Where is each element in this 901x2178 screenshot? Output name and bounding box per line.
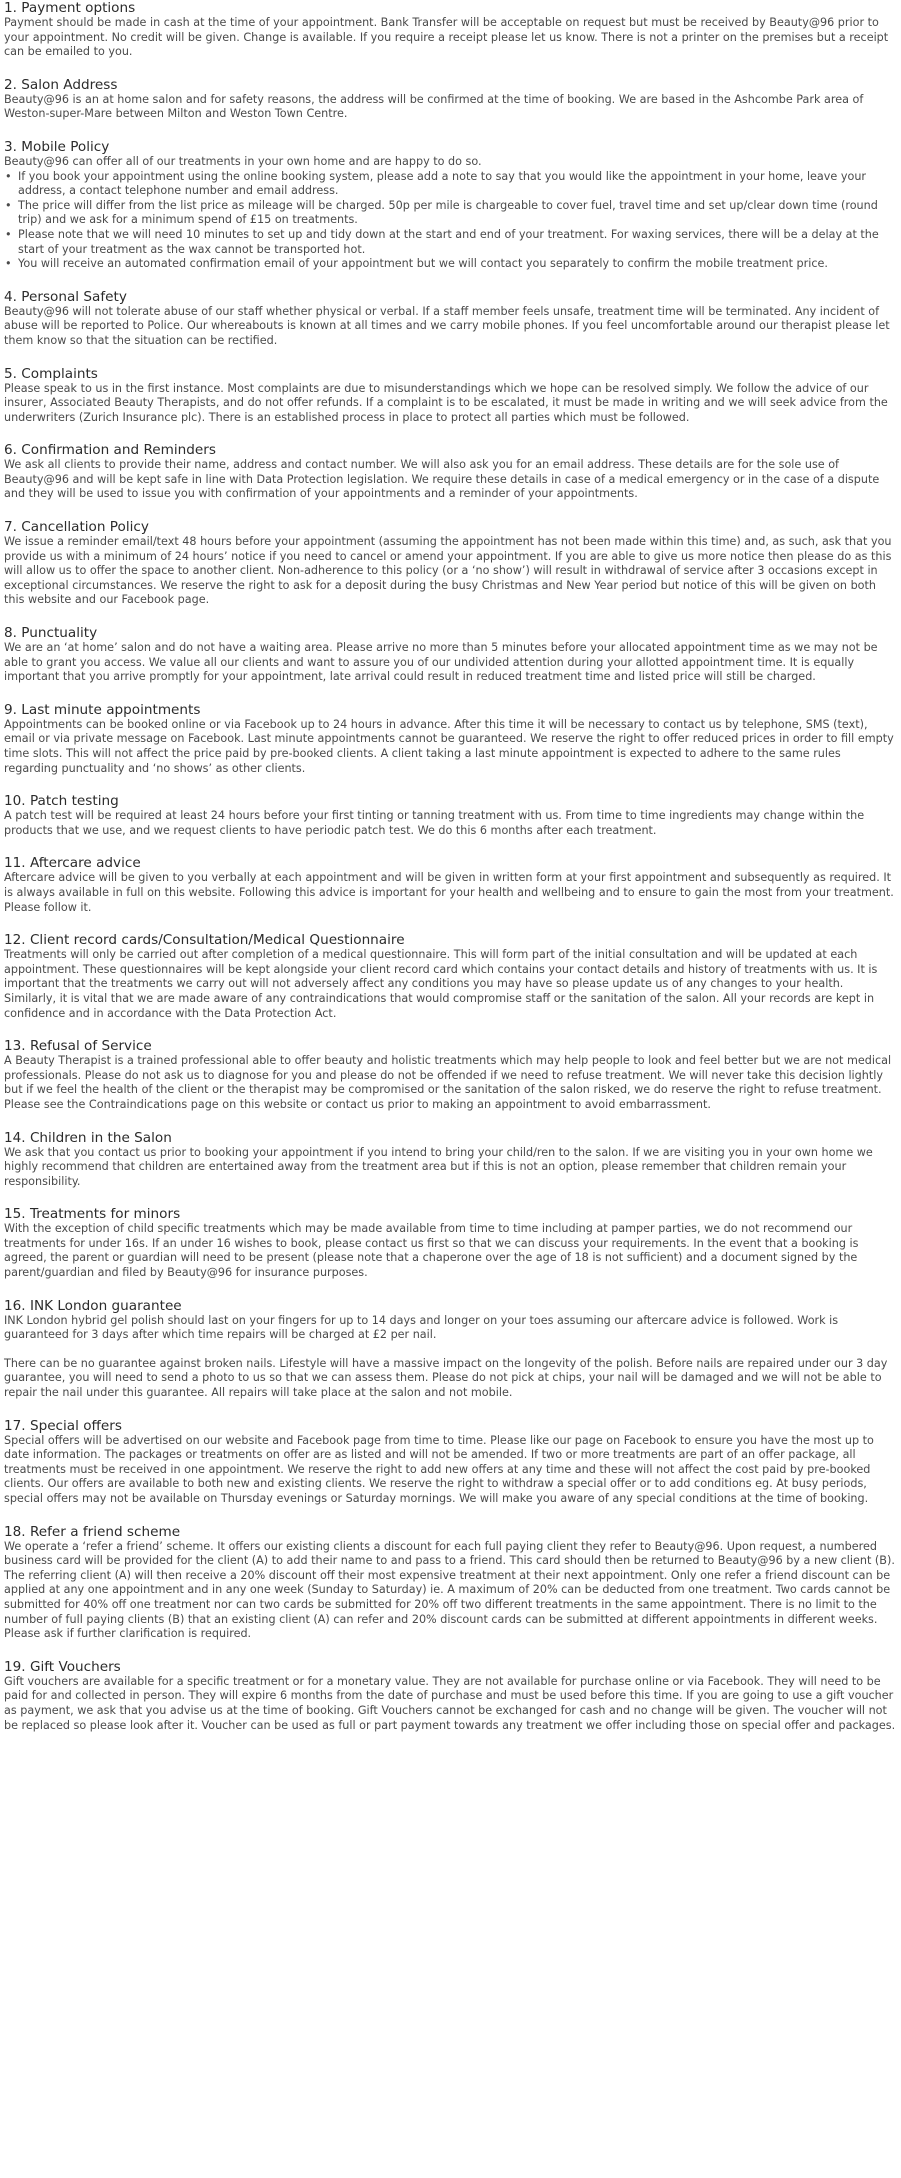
section-paragraph: A patch test will be required at least 24 hours before your first tinting or tanning treatment with us. From time to time ingredients may change within the products that we use, and we request clients to have periodic patch test. We do this 6 months after each treatment.: [4, 809, 865, 837]
section-paragraph: Treatments will only be carried out after completion of a medical questionnaire. This will form part of the initial consultation and will be updated at each appointment. These questionnaires will be kept alongside your client record card which contains your contact details and history of treatments with us. It is important that the treatments we carry out will not adversely affect any conditions you may have so please update us of any changes to your health. Similarly, it is vital that we are made aware of any contraindications that would compromise staff or the sanitation of the salon. All your records are kept in confidence and in accordance with the Data Protection Act.: [4, 948, 878, 1020]
section-heading: 15. Treatments for minors: [4, 1206, 181, 1223]
policy-section: [4, 932, 897, 1021]
section-heading: 2. Salon Address: [4, 76, 118, 93]
section-heading: 6. Confirmation and Reminders: [4, 442, 216, 459]
section-paragraph: Please speak to us in the first instance. Most complaints are due to misunderstandings which we hope can be resolved simply. We follow the advice of our insurer, Associated Beauty Therapists, and do not offer refunds. If a complaint is to be escalated, it must be made in writing and we will seek advice from the underwriters (Zurich Insurance plc). There is an established process in place to protect all parties which must be followed.: [4, 381, 888, 424]
section-paragraph: Special offers will be advertised on our website and Facebook page from time to time. Please like our page on Facebook to ensure you have the most up to date information. The packages or treatments on offer are as listed and will not be amended. If two or more treatments are part of an offer package, all treatments must be received in one appointment. We reserve the right to add new offers at any time and these will not affect the cost paid by pre-booked clients. Our offers are available to both new and existing clients. We reserve the right to withdraw a special offer or to add conditions eg. At busy periods, special offers may not be available on Thursday evenings or Saturday mornings. We will make you aware of any special conditions at the time of booking.: [4, 1433, 874, 1505]
section-heading: 4. Personal Safety: [4, 288, 127, 305]
section-heading: 5. Complaints: [4, 365, 98, 382]
policy-section: [4, 519, 897, 608]
section-paragraph: INK London hybrid gel polish should last on your fingers for up to 14 days and longer on your toes assuming our aftercare advice is followed. Work is guaranteed for 3 days after which time repairs will be charged at £2 per nail.: [4, 1313, 839, 1342]
section-heading: 3. Mobile Policy: [4, 138, 110, 155]
section-paragraph: Payment should be made in cash at the time of your appointment. Bank Transfer will be acceptable on request but must be received by Beauty@96 prior to your appointment. No credit will be given. Change is available. If you require a receipt please let us know. There is not a printer on the premises but a receipt can be emailed to you.: [4, 16, 889, 59]
section-heading: 17. Special offers: [4, 1417, 122, 1434]
section-paragraph: Beauty@96 can offer all of our treatments in your own home and are happy to do so.: [4, 154, 482, 168]
section-paragraph: Aftercare advice will be given to you verbally at each appointment and will be given in written form at your first appointment and subsequently as required. It is always available in full on this website. Following this advice is important for your health and wellbeing and to ensure to gain the most from your treatment. Please follow it.: [4, 871, 894, 914]
section-heading: 7. Cancellation Policy: [4, 519, 149, 536]
section-heading: 1. Payment options: [4, 0, 136, 16]
policy-section: [4, 1659, 897, 1733]
section-paragraph: Appointments can be booked online or via Facebook up to 24 hours in advance. After this time it will be necessary to contact us by telephone, SMS (text), email or via private message on Facebook. Last minute appointments cannot be guaranteed. We reserve the right to offer reduced prices in order to fill empty time slots. This will not affect the price paid by pre-booked clients. A client taking a last minute appointment is expected to adhere to the same rules regarding punctuality and ‘no shows’ as other clients.: [4, 717, 894, 775]
section-heading: 18. Refer a friend scheme: [4, 1523, 181, 1540]
policy-section: [4, 1524, 897, 1642]
section-heading: 8. Punctuality: [4, 625, 98, 642]
section-heading: 14. Children in the Salon: [4, 1129, 172, 1146]
bullet-item: • You will receive an automated confirmation email of your appointment but we will contact you separately to confirm the mobile treatment price.: [18, 257, 897, 272]
section-paragraph: Beauty@96 is an at home salon and for safety reasons, the address will be confirmed at the time of booking. We are based in the Ashcombe Park area of Weston-super-Mare between Milton and Weston Town Centre.: [4, 92, 864, 121]
section-paragraph: We ask that you contact us prior to booking your appointment if you intend to bring your child/ren to the salon. If we are visiting you in your own home we highly recommend that children are entertained away from the treatment area but if this is not an option, please remember that children remain your responsibility.: [4, 1145, 873, 1188]
bullet-list: [4, 170, 897, 272]
policy-section: [4, 1298, 897, 1401]
section-heading: 19. Gift Vouchers: [4, 1658, 121, 1675]
section-paragraph: Beauty@96 will not tolerate abuse of our staff whether physical or verbal. If a staff member feels unsafe, treatment time will be terminated. Any incident of abuse will be reported to Police. Our whereabouts is known at all times and we carry mobile phones. If you feel uncomfortable around our therapist please let them know so that the situation can be rectified.: [4, 304, 890, 347]
policy-section: [4, 139, 897, 272]
section-heading: 9. Last minute appointments: [4, 701, 201, 718]
section-paragraph: We are an ‘at home’ salon and do not have a waiting area. Please arrive no more than 5 minutes before your allocated appointment time as we may not be able to grant you access. We value all our clients and want to assure you of our undivided attention during your allotted appointment time. It is equally important that you arrive promptly for your appointment, late arrival could result in reduced treatment time and listed price will still be charged.: [4, 641, 878, 684]
section-heading: 11. Aftercare advice: [4, 855, 141, 872]
section-paragraph: We ask all clients to provide their name, address and contact number. We will also ask you for an email address. These details are for the sole use of Beauty@96 and will be kept safe in line with Data Protection legislation. We require these details in case of a medical emergency or in the case of a dispute and they will be used to issue you with confirmation of your appointments and a reminder of your appointments.: [4, 458, 880, 501]
policy-section: [4, 0, 897, 60]
bullet-item: • If you book your appointment using the online booking system, please add a note to say that you would like the appointment in your home, leave your address, a contact telephone number and email address.: [18, 170, 897, 199]
section-paragraph: We issue a reminder email/text 48 hours before your appointment (assuming the appointment has not been made within this time) and, as such, ask that you provide us with a minimum of 24 hours’ notice if you need to cancel or amend your appointment. If you are able to give us more notice then please do as this will allow us to offer the space to another client. Non-adherence to this policy (or a ‘no show’) will result in withdrawal of service after 3 occasions except in exceptional circumstances. We reserve the right to ask for a deposit during the busy Christmas and New Year period but notice of this will be given on both this website and our Facebook page.: [4, 535, 892, 607]
policy-section: [4, 442, 897, 502]
policy-section: [4, 1038, 897, 1112]
section-paragraph: There can be no guarantee against broken nails. Lifestyle will have a massive impact on the longevity of the polish. Before nails are repaired under our 3 day guarantee, you will need to send a photo to us so that we can assess them. Please do not pick at chips, your nail will be damaged and we will not be able to repair the nail under this guarantee. All repairs will take place at the salon and not mobile.: [4, 1356, 888, 1400]
section-heading: 13. Refusal of Service: [4, 1038, 152, 1055]
policy-section: [4, 1206, 897, 1280]
section-paragraph: With the exception of child specific treatments which may be made available from time to time including at pamper parties, we do not recommend our treatments for under 16s. If an under 16 wishes to book, please contact us first so that we can discuss your requirements. In the event that a booking is agreed, the parent or guardian will need to be present (please note that a chaperone over the age of 18 is not sufficient) and a document signed by the parent/guardian and filed by Beauty@96 for insurance purposes.: [4, 1222, 859, 1280]
policy-section: [4, 1130, 897, 1190]
policy-section: [4, 793, 897, 838]
section-heading: 16. INK London guarantee: [4, 1297, 182, 1314]
policy-section: [4, 366, 897, 426]
bullet-item: • Please note that we will need 10 minutes to set up and tidy down at the start and end of your treatment. For waxing services, there will be a delay at the start of your treatment as the wax cannot be transported hot.: [18, 228, 897, 257]
policy-section: [4, 1418, 897, 1507]
policy-section: [4, 625, 897, 685]
section-paragraph: A Beauty Therapist is a trained professional able to offer beauty and holistic treatments which may help people to look and feel better but we are not medical professionals. Please do not ask us to diagnose for you and please do not be offended if we need to refuse treatment. We will never take this decision lightly but if we feel the health of the client or the therapist may be compromised or the sanitation of the salon risked, we do reserve the right to refuse treatment. Please see the Contraindications page on this website or contact us prior to making an appointment to avoid embarrassment.: [4, 1054, 892, 1111]
policy-section: [4, 289, 897, 349]
section-paragraph: We operate a ‘refer a friend’ scheme. It offers our existing clients a discount for each full paying client they refer to Beauty@96. Upon request, a numbered business card will be provided for the client (A) to add their name to and pass to a friend. This card should then be returned to Beauty@96 by a new client (B). The referring client (A) will then receive a 20% discount off their most expensive treatment at their next appointment. Only one refer a friend discount can be applied at any one appointment and in any one week (Sunday to Saturday) ie. A maximum of 20% can be deducted from one treatment. Two cards cannot be submitted for 40% off one treatment nor can two cards be submitted for 20% off two different treatments in the same appointment. There is no limit to the number of full paying clients (B) that an existing client (A) can refer and 20% discount cards can be submitted at different appointments in different weeks. Please ask if further clarification is required.: [4, 1539, 895, 1641]
policy-section: [4, 702, 897, 776]
section-heading: 10. Patch testing: [4, 793, 119, 810]
policy-section: [4, 77, 897, 122]
bullet-item: • The price will differ from the list price as mileage will be charged. 50p per mile is chargeable to cover fuel, travel time and set up/clear down time (round trip) and we ask for a minimum spend of £15 on treatments.: [18, 199, 897, 228]
policy-section: [4, 855, 897, 915]
section-heading: 12. Client record cards/Consultation/Medical Questionnaire: [4, 932, 405, 949]
section-paragraph: Gift vouchers are available for a specific treatment or for a monetary value. They are not available for purchase online or via Facebook. They will need to be paid for and collected in person. They will expire 6 months from the date of purchase and must be used before this time. If you are going to use a gift voucher as payment, we ask that you advise us at the time of booking. Gift Vouchers cannot be exchanged for cash and no change will be given. The voucher will not be replaced so please look after it. Voucher can be used as full or part payment towards any treatment we offer including those on special offer and packages.: [4, 1674, 896, 1732]
